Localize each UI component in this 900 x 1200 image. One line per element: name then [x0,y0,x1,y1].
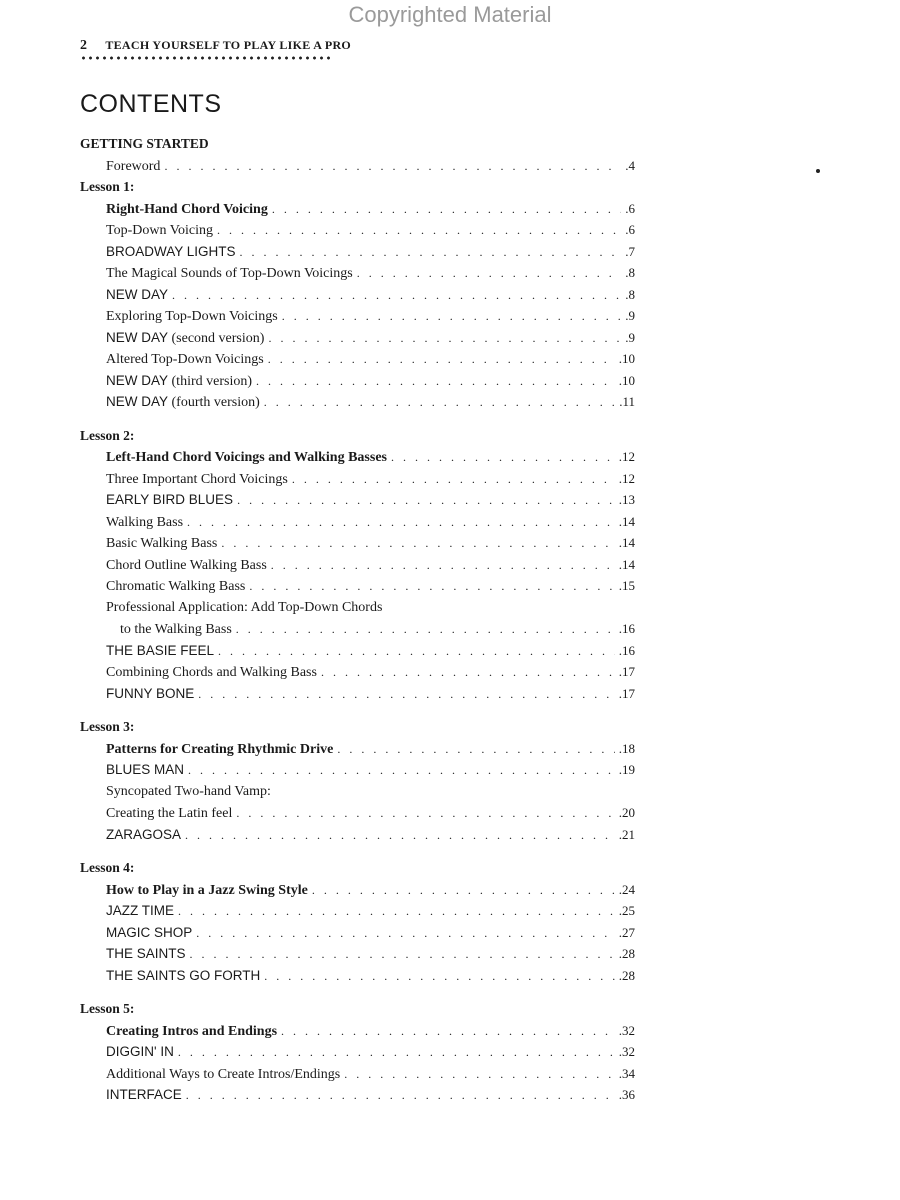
toc-entry-title-text: to the Walking Bass [120,622,232,637]
section-lesson-3 [80,716,635,845]
toc-entry[interactable] [80,554,635,576]
dot-leader [282,306,622,328]
section-lesson-2 [80,425,635,705]
toc-entry-title [106,1084,182,1106]
toc-entry[interactable] [80,262,635,284]
toc-entry-title [106,824,181,846]
dot-leader [236,619,615,641]
toc-entry-page: .17 [618,685,635,701]
toc-entry-title [106,327,264,350]
toc-entry-page: .24 [618,881,635,897]
toc-entry-page: .18 [618,740,635,756]
dot-leader [268,328,621,350]
toc-entry-page: .14 [618,513,635,529]
toc-entry-title-text: Top-Down Voicing [106,223,214,238]
section-heading: GETTING STARTED [80,136,209,151]
toc-entry-title-text: Altered Top-Down Voicings [106,352,264,367]
dot-leader [185,825,615,847]
toc-entry[interactable] [80,922,635,944]
toc-entry-page: .21 [618,826,635,842]
toc-entry-title-suffix: (third version) [168,373,252,389]
toc-entry-page: .6 [625,222,635,237]
dot-leader [236,803,614,825]
toc-entry-title [106,370,252,393]
toc-entry-title-text: Creating the Latin feel [106,806,233,821]
toc-entry-title [106,1021,277,1043]
toc-entry-title-text: Exploring Top-Down Voicings [106,309,278,324]
toc-entry-title-text: Creating Intros and Endings [106,1023,278,1039]
toc-entry-title [106,555,267,577]
toc-entry-page: .11 [619,394,635,409]
dot-leader [357,263,622,285]
dot-leader [264,392,615,414]
dot-leader [178,901,615,923]
toc-entry-title [106,533,217,555]
dot-leader [292,469,615,491]
toc-entry-title [106,880,308,902]
page-number: 2 [80,38,88,53]
toc-entry-title [106,803,232,825]
toc-entry-page: .9 [625,329,635,345]
toc-entry-page: .15 [618,578,635,593]
toc-entry[interactable] [80,305,635,327]
toc-entry-title-text: THE BASIE FEEL [106,642,215,658]
toc-entry-page: .14 [618,556,635,572]
dot-leader [172,285,621,307]
toc-entry-title-text: ZARAGOSA [106,826,182,842]
toc-entry[interactable] [80,219,635,241]
copyright-watermark: Copyrighted Material [348,2,552,27]
toc-entry-page: .12 [618,449,635,464]
toc-entry-title [120,619,232,641]
toc-entry-title-text: Patterns for Creating Rhythmic Drive [106,741,334,757]
dot-leader [188,760,615,782]
toc-entry-title [106,391,260,414]
toc-entry-title [106,739,333,761]
lesson-heading: Lesson 4: [80,860,135,875]
toc-entry-page: .12 [618,470,635,486]
toc-entry[interactable] [80,824,635,846]
toc-entry-title [106,759,184,781]
toc-entry-title-text: Combining Chords and Walking Bass [106,665,317,680]
toc-entry[interactable] [80,943,635,965]
dot-leader [237,490,615,512]
toc-entry-title-text: THE SAINTS [106,946,186,961]
toc-entry-line: Syncopated Two-hand Vamp: [106,783,271,799]
toc-entry-title-text: How to Play in a Jazz Swing Style [106,882,308,898]
toc-entry[interactable] [80,1063,635,1085]
toc-entry-title-text: DIGGIN' IN [106,1044,174,1059]
toc-entry[interactable] [80,327,635,349]
toc-entry-title [106,576,245,598]
toc-entry-title-text: BLUES MAN [106,762,185,777]
toc-entry[interactable] [80,640,635,662]
dot-leader [268,349,615,371]
toc-entry-page: .28 [618,967,635,983]
toc-entry-title [106,1064,340,1086]
toc-entry-page: .25 [618,903,635,918]
toc-entry[interactable] [80,900,635,922]
toc-entry-page: .14 [618,535,635,550]
toc-entry[interactable] [80,370,635,392]
dot-leader [218,641,615,663]
toc-entry[interactable] [80,1020,635,1042]
toc-entry-page: .36 [618,1087,635,1102]
dot-leader [271,555,615,577]
toc-entry-page: .8 [625,286,635,302]
toc-entry-title-text: INTERFACE [106,1087,182,1102]
toc-entry-title-text: THE SAINTS GO FORTH [106,967,261,983]
toc-entry[interactable] [80,1084,635,1106]
toc-entry-title-text: NEW DAY [106,372,169,388]
toc-entry-title [106,683,194,705]
dot-leader [196,923,614,945]
toc-entry-title-text: MAGIC SHOP [106,924,193,940]
toc-entry-title [106,922,192,944]
stray-dot [816,169,820,173]
toc-entry-page: .16 [618,621,635,636]
toc-entry-title [106,263,353,285]
toc-entry[interactable] [80,1041,635,1063]
lesson-heading: Lesson 5: [80,1001,135,1016]
toc-entry[interactable] [80,241,635,263]
dot-leader [198,684,614,706]
toc-entry-page: .19 [618,762,635,777]
toc-entry[interactable] [80,198,635,220]
toc-entry-page: .7 [625,243,635,259]
toc-entry-page: .9 [625,308,635,323]
dot-leader [190,944,615,966]
toc-entry-title-text: Left-Hand Chord Voicings and Walking Basses [106,450,387,465]
toc-entry-title [106,662,317,684]
toc-entry-title [106,349,264,371]
toc-entry-title-text: BROADWAY LIGHTS [106,243,236,259]
dot-leader [186,1085,615,1107]
toc-entry-title-text: FUNNY BONE [106,685,195,701]
toc-entry[interactable] [80,468,635,490]
toc-entry-title-text: EARLY BIRD BLUES [106,492,234,507]
toc-entry-title [106,640,214,662]
toc-entry[interactable] [80,284,635,306]
dot-leader [221,533,614,555]
toc-entry[interactable] [80,802,635,824]
toc-entry-title-text: Additional Ways to Create Intros/Endings [106,1066,341,1082]
toc-entry-title [106,220,213,242]
toc-entry[interactable] [80,348,635,370]
toc-entry-line: Professional Application: Add Top-Down Chords [106,599,383,615]
toc-entry-title-text: NEW DAY [106,286,169,302]
section-lesson-1 [80,176,635,413]
lesson-heading: Lesson 3: [80,719,135,734]
toc-entry-title-text: Chromatic Walking Bass [106,579,246,594]
toc-entry[interactable] [80,618,635,640]
toc-entry[interactable] [80,446,635,468]
toc-entry[interactable] [80,965,635,987]
dot-leader [217,220,621,242]
toc-entry[interactable] [80,511,635,533]
toc-entry-title [106,469,288,491]
toc-entry-title [106,199,268,221]
running-header [80,38,351,54]
toc-entry-page: .10 [618,351,635,366]
toc-entry-page: .28 [618,946,635,961]
toc-entry-title [106,512,183,534]
toc-entry-title [106,489,233,511]
section-getting-started [80,133,635,176]
dot-leader [281,1021,615,1043]
toc-entry[interactable] [80,532,635,554]
toc-entry[interactable] [80,575,635,597]
toc-entry-page: .32 [618,1022,635,1038]
toc-entry-page: .16 [618,642,635,658]
toc-entry-page: .4 [625,157,635,173]
dot-leader [272,199,621,221]
toc-entry-page: .20 [618,805,635,820]
dot-leader [164,156,621,178]
dot-leader [264,966,614,988]
toc-entry[interactable] [80,879,635,901]
dot-leader [321,662,615,684]
toc-entry-title [106,447,387,469]
toc-entry-title: Foreword [106,158,161,174]
toc-entry[interactable] [80,489,635,511]
toc-entry-title [106,284,168,306]
toc-entry-page: .10 [618,372,635,388]
dot-leader [312,880,615,902]
toc-entry[interactable] [80,738,635,760]
toc-entry-page: .34 [618,1065,635,1081]
dot-leader [249,576,614,598]
toc-entry-title-suffix: (fourth version) [168,395,260,410]
toc-entry[interactable] [80,661,635,683]
section-lesson-5 [80,998,635,1106]
dot-leader [256,371,615,393]
toc-entry-title [106,306,278,328]
toc-entry-page: .6 [625,200,635,216]
dot-leader [178,1042,615,1064]
dot-leader [337,739,614,761]
toc-entry-title [106,943,186,965]
toc-entry-page: .17 [618,664,635,679]
toc-entry-title [106,965,260,987]
toc-entry-title-text: JAZZ TIME [106,903,175,918]
dot-leader [344,1064,615,1086]
running-title: TEACH YOURSELF TO PLAY LIKE A PRO [105,38,352,52]
toc-entry-page: .32 [618,1044,635,1059]
toc-entry[interactable] [80,683,635,705]
toc-entry-title [106,241,236,263]
toc-entry-title-suffix: (second version) [168,330,265,346]
toc-entry-title-text: Three Important Chord Voicings [106,471,288,487]
lesson-heading: Lesson 1: [80,179,135,194]
lessons-list [80,176,635,1106]
toc-entry-title [106,900,174,922]
toc-entry[interactable] [80,391,635,413]
dotted-rule [80,56,330,60]
toc-entry-title [106,1041,174,1063]
toc-entry[interactable] [80,759,635,781]
toc-entry-title-text: NEW DAY [106,329,169,345]
toc-entry-page: .27 [618,924,635,940]
toc-entry-title-text: Right-Hand Chord Voicing [106,201,268,217]
dot-leader [187,512,615,534]
toc-entry-title-text: Chord Outline Walking Bass [106,557,267,573]
lesson-heading: Lesson 2: [80,427,135,443]
toc-entry-page: .8 [625,265,635,280]
toc-entry-title-text: The Magical Sounds of Top-Down Voicings [106,266,353,281]
table-of-contents [80,133,635,1118]
toc-entry-title-text: NEW DAY [106,394,169,409]
toc-entry-title-text: Walking Bass [106,514,184,530]
toc-entry-page: .13 [618,492,635,507]
toc-entry[interactable] [80,155,635,177]
dot-leader [391,447,615,469]
section-lesson-4 [80,857,635,986]
toc-entry-title-text: Basic Walking Bass [106,536,218,551]
page-title: CONTENTS [80,90,222,118]
dot-leader [240,242,622,264]
